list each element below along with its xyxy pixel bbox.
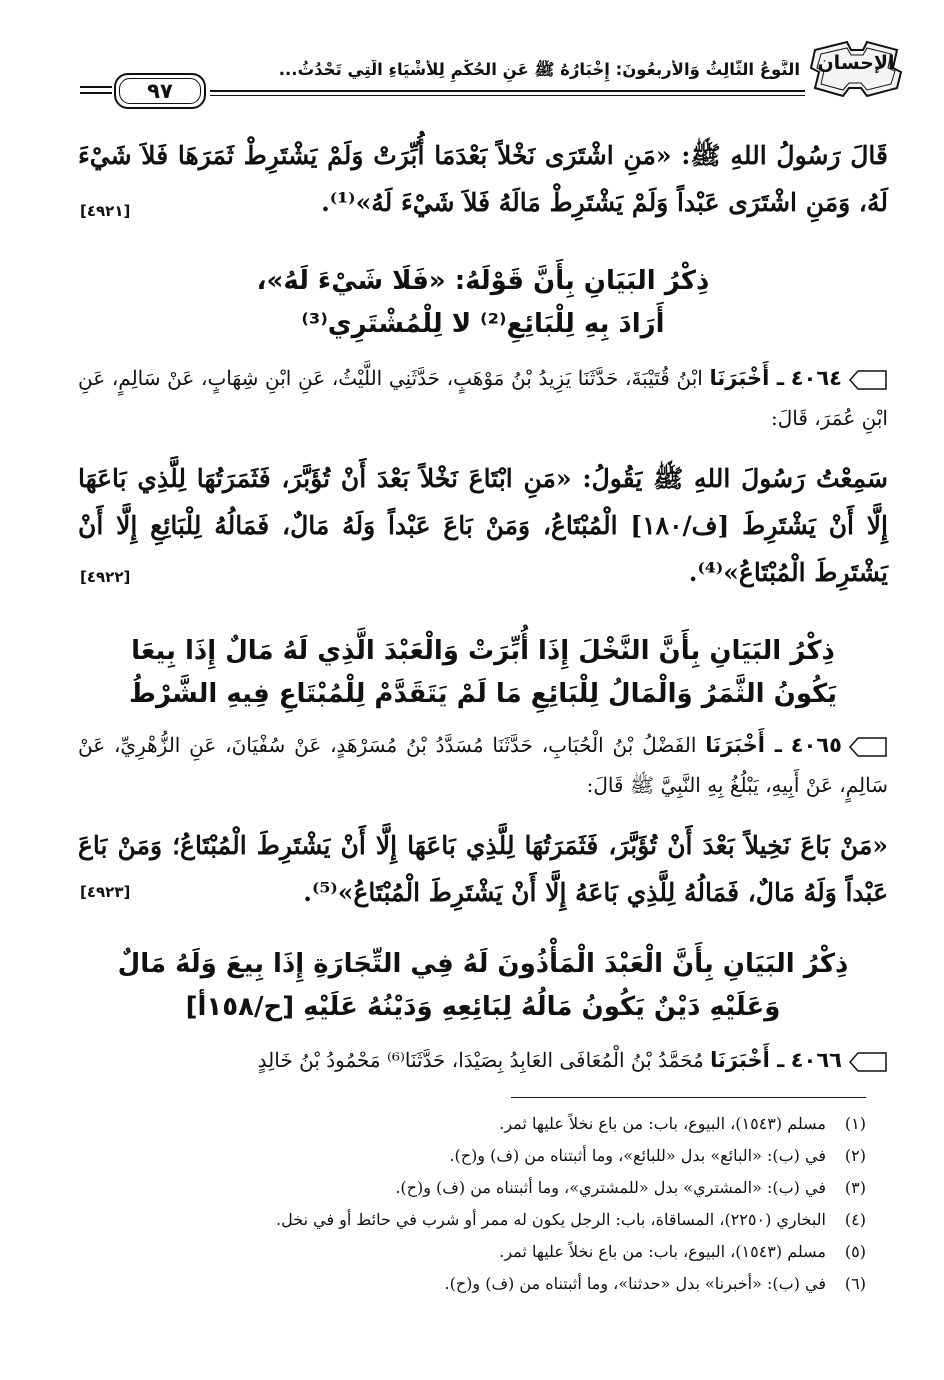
akhbar-tag-icon (848, 735, 888, 759)
hadith-isnad-4065 (78, 725, 888, 805)
section-heading-2b: يَكُونُ الثَّمَرُ وَالْمَالُ لِلْبَائِعِ مَا لَمْ يَتَقَدَّمْ لِلْمُبْتَاعِ فِيهِ الشَّرْطُ (128, 679, 838, 709)
footnote-separator (511, 1097, 866, 1098)
footnote-number: (٤) (844, 1210, 866, 1229)
section-heading-3a: ذِكْرُ البَيَانِ بِأَنَّ الْعَبْدَ الْمَأْذُونَ لَهُ فِي التِّجَارَةِ إِذَا بِيعَ وَلَهُ مَالٌ (117, 949, 849, 979)
footnote-text: مسلم (١٥٤٣)، البيوع، باب: من باع نخلاً عليها ثمر. (499, 1242, 826, 1261)
running-title: النَّوعُ الثَّالِثُ وَالأَربعُونَ: إِخْبَارُهُ ﷺ عَنِ الحُكْمِ لِلأَشْيَاءِ الَّتِي تَحْدُثُ... (278, 60, 800, 79)
page-header (60, 38, 905, 118)
footnote-number: (١) (844, 1114, 866, 1133)
hadith-isnad-4064 (78, 358, 888, 438)
isnad-text: الفَضْلُ بْنُ الْحُبَابِ، حَدَّثَنَا مُسَدَّدُ بْنُ مُسَرْهَدٍ، عَنْ سُفْيَانَ، عَنِ الزُّهْرِيِّ، عَنْ سَالِمٍ، عَنْ أَبِيهِ، يَبْلُغُ بِهِ النَّبِيَّ ﷺ قَالَ: (78, 733, 888, 797)
footnote-text: مسلم (١٥٤٣)، البيوع، باب: من باع نخلاً عليها ثمر. (499, 1114, 826, 1133)
section-heading-1a: ذِكْرُ البَيَانِ بِأَنَّ قَوْلَهُ: «فَلَا شَيْءَ لَهُ»، (256, 266, 710, 296)
footnote-number: (٥) (844, 1242, 866, 1261)
footnote-item (56, 1236, 866, 1268)
badge-label: الإحسان (817, 52, 895, 74)
section-heading-3b: وَعَلَيْهِ دَيْنٌ يَكُونُ مَالُهُ لِبَائِعِهِ وَدَيْنُهُ عَلَيْهِ [ح/١٥٨أ] (185, 992, 781, 1022)
hadith-text-3: «مَنْ بَاعَ نَخِيلاً بَعْدَ أَنْ تُؤَبَّرَ، فَثَمَرَتُهَا لِلَّذِي بَاعَهَا إِلَّا أَنْ يَشْتَرِطَ الْمُبْتَاعُ؛ وَمَنْ بَاعَ عَبْداً وَلَهُ مَالٌ، فَمَالُهُ لِلَّذِي بَاعَهُ إِلَّا أَنْ يَشْتَرِطَ الْمُبْتَاعُ»⁽⁵⁾. (78, 831, 888, 907)
isnad-text: مُحَمَّدُ بْنُ الْمُعَافَى العَابِدُ بِصَيْدَا، حَدَّثَنَا⁽⁶⁾ مَحْمُودُ بْنُ خَالِدٍ (257, 1048, 704, 1072)
hadith-number: ٤٠٦٤ (790, 366, 843, 390)
footnote-item (56, 1108, 866, 1140)
header-left-lines (80, 86, 112, 98)
book-emblem (807, 38, 905, 100)
page-number (114, 73, 206, 109)
section-heading-2a: ذِكْرُ البَيَانِ بِأَنَّ النَّخْلَ إِذَا أُبِّرَتْ وَالْعَبْدَ الَّذِي لَهُ مَالٌ إِذَا بِيعَا (131, 636, 835, 666)
footnote-text: في (ب): «أخبرنا» بدل «حدثنا»، وما أثبتناه من (ف) و(ح). (444, 1274, 826, 1293)
footnotes (56, 1108, 866, 1300)
hadith-number: ٤٠٦٦ (790, 1048, 842, 1072)
header-rule-thin (210, 95, 805, 96)
section-heading-1b: أَرَادَ بِهِ لِلْبَائِعِ⁽²⁾ لا لِلْمُشْتَرِي⁽³⁾ (301, 309, 665, 339)
isnad-text: ابْنُ قُتَيْبَةَ، حَدَّثَنَا يَزِيدُ بْنُ مَوْهَبٍ، حَدَّثَنِي اللَّيْثُ، عَنِ ابْنِ شِهَابٍ، عَنْ سَالِمٍ، عَنِ ابْنِ عُمَرَ، قَالَ: (78, 366, 888, 430)
reference-number-1: [٤٩٢١] (80, 202, 131, 220)
akhbar-tag-icon (848, 368, 888, 392)
footnote-text: البخاري (٢٢٥٠)، المساقاة، باب: الرجل يكون له ممر أو شرب في حائط أو في نخل. (276, 1210, 826, 1229)
footnote-text: في (ب): «المشتري» بدل «للمشتري»، وما أثبتناه من (ف) و(ح). (395, 1178, 826, 1197)
akhbarana-label: ـ أَخْبَرَنَا (710, 1048, 785, 1072)
akhbarana-label: ـ أَخْبَرَنَا (705, 733, 782, 757)
footnote-item (56, 1268, 866, 1300)
hadith-isnad-4066 (78, 1040, 888, 1080)
akhbarana-label: ـ أَخْبَرَنَا (709, 366, 785, 390)
footnote-number: (٣) (844, 1178, 866, 1197)
header-rule (210, 90, 805, 92)
hadith-text-2: سَمِعْتُ رَسُولَ اللهِ ﷺ يَقُولُ: «مَنِ ابْتَاعَ نَخْلاً بَعْدَ أَنْ تُؤَبَّرَ، فَثَمَرَتُهَا لِلَّذِي بَاعَهَا إِلَّا أَنْ يَشْتَرِطَ [ف/١٨٠] الْمُبْتَاعُ، وَمَنْ بَاعَ عَبْداً وَلَهُ مَالٌ، فَمَالُهُ لِلْبَائِعِ إِلَّا أَنْ يَشْتَرِطَ الْمُبْتَاعُ»⁽⁴⁾. (78, 464, 889, 587)
reference-number-3: [٤٩٢٣] (80, 883, 131, 901)
hadith-number: ٤٠٦٥ (790, 733, 843, 757)
footnote-number: (٢) (844, 1146, 866, 1165)
footnote-item (56, 1172, 866, 1204)
footnote-item (56, 1140, 866, 1172)
footnote-number: (٦) (844, 1274, 866, 1293)
page-number-text: ٩٧ (147, 79, 173, 103)
reference-number-2: [٤٩٢٢] (80, 568, 131, 586)
hadith-text-1: قَالَ رَسُولُ اللهِ ﷺ: «مَنِ اشْتَرَى نَخْلاً بَعْدَمَا أُبِّرَتْ وَلَمْ يَشْتَرِطْ ثَمَرَهَا فَلاَ شَيْءَ لَهُ، وَمَنِ اشْتَرَى عَبْداً وَلَمْ يَشْتَرِطْ مَالَهُ فَلاَ شَيْءَ لَهُ»⁽¹⁾. (78, 141, 888, 217)
akhbar-tag-icon (848, 1050, 888, 1074)
footnote-item (56, 1204, 866, 1236)
footnote-text: في (ب): «البائع» بدل «للبائع»، وما أثبتناه من (ف) و(ح). (449, 1146, 826, 1165)
